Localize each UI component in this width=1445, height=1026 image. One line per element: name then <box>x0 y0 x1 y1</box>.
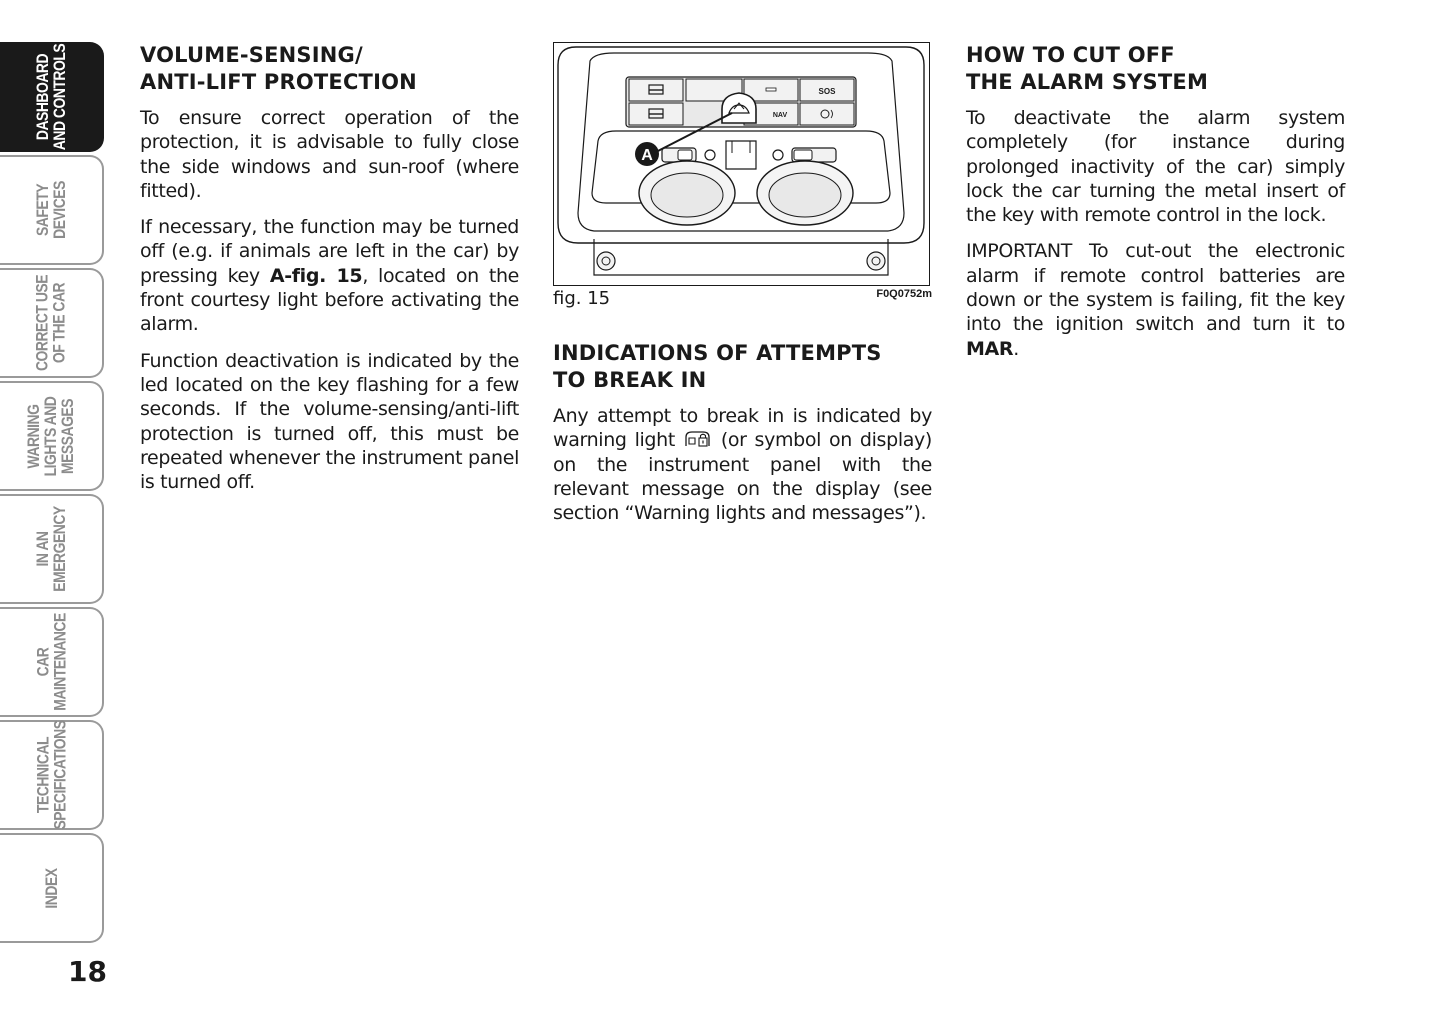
column-volume-sensing <box>140 42 519 506</box>
figure-reference: A-fig. 15 <box>269 264 363 287</box>
figure-code: F0Q0752m <box>876 288 932 300</box>
tab-technical-specifications[interactable] <box>0 720 104 830</box>
tab-label: CORRECT USE OF THE CAR <box>33 274 70 372</box>
alarm-warning-light-icon <box>683 428 713 449</box>
section-title-break-in: INDICATIONS OF ATTEMPTS TO BREAK IN <box>553 341 882 392</box>
paragraph: If necessary, the function may be turned off (e.g. if animals are left in the car) by pressing key A-fig. 15, located on the front courtesy light before activating the alarm. <box>140 216 519 336</box>
tab-dashboard-and-controls[interactable] <box>0 42 104 152</box>
figure-caption-row <box>553 286 932 316</box>
paragraph: To ensure correct operation of the protection, it is advisable to fully close the side windows and sun-roof (where fitted). <box>140 107 519 202</box>
key-position-mar: MAR <box>966 337 1014 360</box>
tab-label: TECHNICAL SPECIFICATIONS <box>33 720 69 830</box>
tab-label: CAR MAINTENANCE <box>33 613 70 711</box>
sos-button-label: SOS <box>818 87 836 96</box>
figure-caption: fig. 15 <box>553 288 611 309</box>
section-title-volume-sensing: VOLUME-SENSING/ ANTI-LIFT PROTECTION <box>140 43 417 94</box>
tab-index[interactable] <box>0 833 104 943</box>
paragraph: IMPORTANT To cut-out the electronic alarm if remote control batteries are down or the system is failing, fit the key into the ignition switch and turn it to MAR. <box>966 240 1345 360</box>
tab-in-an-emergency[interactable] <box>0 494 104 604</box>
tab-car-maintenance[interactable] <box>0 607 104 717</box>
paragraph: Any attempt to break in is indicated by warning light (or symbol on display) on the instrument panel with the relevant message on the display (see section “Warning lights and messages”). <box>553 405 932 525</box>
tab-safety-devices[interactable] <box>0 155 104 265</box>
figure-courtesy-light-panel <box>553 42 930 286</box>
column-cut-off-alarm <box>966 42 1345 373</box>
paragraph: To deactivate the alarm system completely (for instance during prolonged inactivity of the car) simply lock the car turning the metal insert of the key with remote control in the lock. <box>966 107 1345 227</box>
chapter-tabs <box>0 42 106 946</box>
tab-label: IN AN EMERGENCY <box>33 506 70 592</box>
tab-label: INDEX <box>41 867 61 909</box>
tab-label: WARNING LIGHTS AND MESSAGES <box>24 396 78 476</box>
nav-button-label: NAV <box>772 112 788 119</box>
column-break-in <box>553 42 932 537</box>
page-number: 18 <box>68 955 107 988</box>
tab-warning-lights[interactable] <box>0 381 104 491</box>
section-title-cut-off-alarm: HOW TO CUT OFF THE ALARM SYSTEM <box>966 43 1209 94</box>
courtesy-light-illustration <box>554 43 928 284</box>
tab-label: SAFETY DEVICES <box>33 181 69 239</box>
tab-label: DASHBOARD AND CONTROLS <box>33 43 69 151</box>
callout-label-a: A <box>641 147 653 164</box>
tab-correct-use[interactable] <box>0 268 104 378</box>
paragraph: Function deactivation is indicated by the led located on the key flashing for a few seconds. If the volume-sensing/anti-lift protection is turned off, this must be repeated whenever the instrument panel is turned off. <box>140 349 519 494</box>
